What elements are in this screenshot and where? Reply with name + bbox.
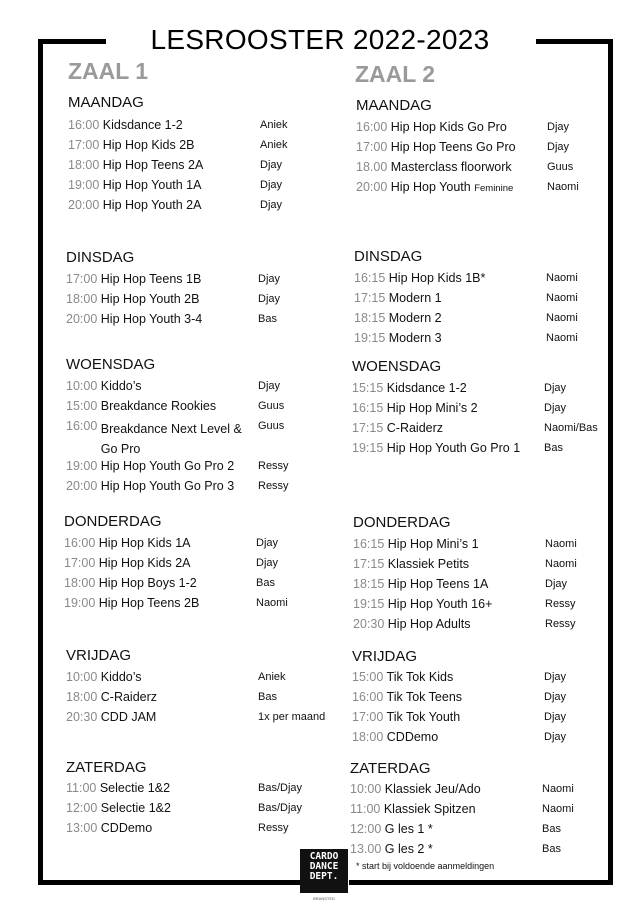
schedule-row	[64, 576, 334, 596]
class-name	[99, 536, 191, 550]
class-name	[387, 710, 461, 724]
teacher-name: Bas	[258, 313, 277, 325]
class-time: 20:00	[356, 180, 388, 194]
class-time: 12:00	[66, 801, 98, 815]
zaal-2-heading: ZAAL 2	[355, 61, 436, 87]
frame-left	[38, 39, 43, 885]
teacher-name: Naomi	[546, 272, 578, 284]
schedule-row	[352, 670, 612, 690]
class-name	[103, 158, 204, 172]
class-name-text: Hip Hop Kids 2A	[98, 556, 191, 570]
day-heading-zaterdag: ZATERDAG	[350, 760, 431, 777]
class-name-text: Hip Hop Youth 2A	[102, 198, 202, 212]
schedule-row	[66, 419, 336, 459]
class-name-text: Selectie 1&2	[99, 781, 171, 795]
teacher-name: Ressy	[258, 480, 289, 492]
class-time: 17:00	[66, 272, 98, 286]
teacher-name: Naomi	[545, 538, 577, 550]
cardo-dance-logo	[300, 849, 348, 893]
class-name	[101, 379, 142, 393]
class-time: 18:15	[353, 577, 385, 591]
teacher-name: Ressy	[545, 618, 576, 630]
class-time: 16:00	[64, 536, 96, 550]
footnote: * start bij voldoende aanmeldingen	[356, 861, 495, 871]
teacher-name: Djay	[544, 671, 567, 683]
class-time: 17:00	[64, 556, 96, 570]
schedule-row	[64, 596, 334, 616]
class-time: 18:00	[66, 292, 98, 306]
class-name	[103, 138, 195, 152]
schedule-row	[353, 597, 613, 617]
day-heading-woensdag: WOENSDAG	[66, 356, 156, 373]
class-time: 17:15	[353, 557, 385, 571]
schedule-row	[66, 801, 336, 821]
teacher-name: Ressy	[258, 822, 289, 834]
schedule-row	[356, 160, 616, 180]
class-time: 19:00	[64, 596, 96, 610]
schedule-row	[66, 821, 336, 841]
teacher-name: Djay	[544, 382, 567, 394]
class-name	[387, 670, 454, 684]
class-time: 17:00	[352, 710, 384, 724]
class-name-text: Klassiek Jeu/Ado	[384, 782, 481, 796]
class-name	[101, 399, 216, 413]
schedule-row	[352, 441, 612, 461]
schedule-row	[353, 557, 613, 577]
class-name	[99, 596, 200, 610]
teacher-name: 1x per maand	[258, 711, 326, 723]
class-name	[389, 291, 442, 305]
class-name	[101, 292, 200, 306]
class-name-text: Selectie 1&2	[100, 801, 171, 815]
class-time: 16:15	[353, 537, 385, 551]
class-time: 15:00	[66, 399, 98, 413]
class-name-text: Modern 1	[388, 291, 442, 305]
schedule-row	[66, 690, 336, 710]
class-name	[391, 120, 507, 134]
class-name	[391, 140, 516, 154]
class-time: 20:30	[66, 710, 98, 724]
teacher-name: Bas	[256, 577, 275, 589]
teacher-name: Ressy	[545, 598, 576, 610]
day-heading-vrijdag: VRIJDAG	[352, 648, 418, 665]
teacher-name: Guus	[258, 400, 285, 412]
teacher-name: Naomi	[546, 312, 578, 324]
class-name-text: Hip Hop Teens 1B	[100, 272, 202, 286]
class-name	[101, 419, 251, 459]
schedule-row	[352, 710, 612, 730]
class-time: 19:15	[353, 597, 385, 611]
teacher-name: Bas	[258, 691, 277, 703]
teacher-name: Djay	[545, 578, 568, 590]
class-name	[103, 118, 183, 132]
teacher-name: Djay	[256, 537, 279, 549]
teacher-name: Naomi	[546, 292, 578, 304]
class-name	[389, 331, 442, 345]
class-name	[387, 401, 478, 415]
teacher-name: Bas/Djay	[258, 802, 303, 814]
class-name	[101, 459, 234, 473]
class-time: 11:00	[350, 802, 381, 816]
class-name-text: Hip Hop Kids 1A	[98, 536, 191, 550]
class-name	[101, 670, 142, 684]
class-time: 18:00	[66, 690, 98, 704]
frame-bottom-right	[349, 880, 613, 885]
class-name-text: Kidsdance 1-2	[386, 381, 467, 395]
day-heading-vrijdag: VRIJDAG	[66, 647, 132, 664]
schedule-row	[66, 781, 336, 801]
teacher-name: Djay	[258, 380, 281, 392]
class-name	[387, 730, 438, 744]
class-time: 15:15	[352, 381, 384, 395]
class-name-text: G les 2 *	[384, 842, 433, 856]
class-name	[391, 160, 512, 174]
class-name	[391, 180, 514, 194]
class-name-text: Hip Hop Teens 1A	[387, 577, 489, 591]
class-name	[389, 311, 442, 325]
teacher-name: Djay	[258, 273, 281, 285]
teacher-name: Djay	[258, 293, 281, 305]
day-heading-zaterdag: ZATERDAG	[66, 759, 147, 776]
day-heading-maandag: MAANDAG	[68, 94, 144, 111]
class-name	[387, 441, 520, 455]
class-name	[389, 271, 486, 285]
class-time: 18:00	[68, 158, 100, 172]
schedule-row	[350, 842, 610, 862]
class-name	[101, 710, 157, 724]
class-time: 16:00	[66, 419, 98, 433]
schedule-row	[66, 292, 336, 312]
schedule-row	[352, 730, 612, 750]
schedule-row	[352, 690, 612, 710]
teacher-name: Naomi	[546, 332, 578, 344]
zaal-1-heading: ZAAL 1	[68, 58, 149, 84]
class-name-text: Masterclass floorwork	[390, 160, 512, 174]
class-name-text: Hip Hop Kids Go Pro	[390, 120, 507, 134]
class-name-text: Klassiek Petits	[387, 557, 470, 571]
logo-subtext: BRANSTED	[313, 896, 335, 901]
class-name	[101, 479, 234, 493]
teacher-name: Djay	[544, 711, 567, 723]
teacher-name: Bas/Djay	[258, 782, 303, 794]
class-name	[101, 690, 157, 704]
schedule-row	[352, 421, 612, 441]
teacher-name: Ressy	[258, 460, 289, 472]
class-name-text: G les 1 *	[384, 822, 433, 836]
schedule-row	[64, 536, 334, 556]
teacher-name: Djay	[260, 179, 283, 191]
class-name-text: Hip Hop Boys 1-2	[98, 576, 197, 590]
class-name	[388, 537, 479, 551]
frame-bottom-left	[38, 880, 300, 885]
day-heading-maandag: MAANDAG	[356, 97, 432, 114]
teacher-name: Bas	[542, 823, 561, 835]
class-time: 17:15	[354, 291, 386, 305]
class-time: 19:00	[68, 178, 100, 192]
class-name	[387, 381, 467, 395]
teacher-name: Naomi/Bas	[544, 422, 598, 434]
class-time: 16:00	[68, 118, 100, 132]
class-time: 18:15	[354, 311, 386, 325]
page-title: LESROOSTER 2022-2023	[150, 24, 490, 55]
class-name-text: Hip Hop Kids 2B	[102, 138, 195, 152]
class-time: 15:00	[352, 670, 384, 684]
class-name	[99, 576, 197, 590]
teacher-name: Djay	[260, 199, 283, 211]
class-name-text: Hip Hop Youth 16+	[387, 597, 493, 611]
class-time: 17:15	[352, 421, 384, 435]
class-name	[99, 556, 191, 570]
teacher-name: Aniek	[260, 139, 288, 151]
teacher-name: Djay	[260, 159, 283, 171]
class-name-text: Breakdance Next Level & Go Pro	[100, 422, 242, 456]
class-name-text: Hip Hop Youth 1A	[102, 178, 202, 192]
class-name	[388, 597, 493, 611]
class-time: 19:00	[66, 459, 98, 473]
class-name-text: Hip Hop Youth 2B	[100, 292, 200, 306]
schedule-row	[66, 459, 336, 479]
teacher-name: Guus	[547, 161, 574, 173]
class-name-text: Tik Tok Teens	[386, 690, 463, 704]
teacher-name: Djay	[547, 141, 570, 153]
class-time: 18:00	[64, 576, 96, 590]
day-heading-woensdag: WOENSDAG	[352, 358, 442, 375]
class-time: 19:15	[354, 331, 386, 345]
class-name	[387, 690, 463, 704]
class-name	[100, 781, 170, 795]
class-name	[101, 312, 202, 326]
class-name-text: Modern 3	[388, 331, 442, 345]
class-name-text: Klassiek Spitzen	[383, 802, 476, 816]
class-name-text: Hip Hop Mini’s 1	[387, 537, 479, 551]
schedule-row	[352, 381, 612, 401]
class-name-text: Hip Hop Adults	[387, 617, 471, 631]
class-name	[385, 782, 481, 796]
class-name	[103, 198, 202, 212]
class-suffix: Feminine	[474, 183, 514, 194]
day-heading-donderdag: DONDERDAG	[353, 514, 451, 531]
class-time: 16:00	[356, 120, 388, 134]
class-name-text: Hip Hop Youth 3-4	[100, 312, 203, 326]
class-name-text: Kiddo’s	[100, 670, 142, 684]
day-heading-dinsdag: DINSDAG	[354, 248, 423, 265]
schedule-row	[354, 271, 614, 291]
teacher-name: Bas	[544, 442, 563, 454]
teacher-name: Naomi	[547, 181, 579, 193]
schedule-row	[66, 479, 336, 499]
class-time: 17:00	[68, 138, 100, 152]
schedule-row	[354, 291, 614, 311]
class-name	[101, 801, 171, 815]
class-time: 16:15	[352, 401, 384, 415]
class-time: 20:00	[68, 198, 100, 212]
class-name	[103, 178, 202, 192]
logo-line-1: CARDO	[309, 851, 339, 862]
class-name-text: Hip Hop Youth Go Pro 3	[100, 479, 235, 493]
teacher-name: Djay	[547, 121, 570, 133]
schedule-row	[68, 158, 338, 178]
schedule-row	[354, 311, 614, 331]
class-time: 10:00	[350, 782, 382, 796]
class-name-text: C-Raiderz	[100, 690, 158, 704]
class-time: 20:00	[66, 479, 98, 493]
teacher-name: Djay	[256, 557, 279, 569]
class-name-text: Hip Hop Teens Go Pro	[390, 140, 516, 154]
schedule-row	[68, 178, 338, 198]
schedule-row	[66, 379, 336, 399]
class-name	[387, 421, 443, 435]
schedule-row	[64, 556, 334, 576]
logo-line-2: DANCE	[309, 861, 339, 872]
class-name-text: Hip Hop Youth	[390, 180, 471, 194]
teacher-name: Djay	[544, 691, 567, 703]
class-name-text: Tik Tok Youth	[386, 710, 461, 724]
schedule-row	[352, 401, 612, 421]
class-name-text: Hip Hop Youth Go Pro 1	[386, 441, 521, 455]
schedule-row	[353, 617, 613, 637]
schedule-row	[66, 272, 336, 292]
class-name	[101, 821, 152, 835]
schedule-row	[353, 577, 613, 597]
class-time: 10:00	[66, 379, 98, 393]
teacher-name: Djay	[544, 402, 567, 414]
teacher-name: Naomi	[545, 558, 577, 570]
schedule-row	[356, 120, 616, 140]
schedule-row	[68, 138, 338, 158]
class-time: 10:00	[66, 670, 98, 684]
teacher-name: Aniek	[258, 671, 286, 683]
teacher-name: Naomi	[542, 803, 574, 815]
class-name	[384, 802, 476, 816]
class-name	[385, 822, 433, 836]
schedule-row	[66, 399, 336, 419]
class-name-text: Hip Hop Youth Go Pro 2	[100, 459, 235, 473]
class-name-text: Kiddo’s	[100, 379, 142, 393]
teacher-name: Djay	[544, 731, 567, 743]
schedule-row	[68, 198, 338, 218]
class-time: 13.00	[350, 842, 382, 856]
class-name-text: Modern 2	[388, 311, 442, 325]
class-time: 20:30	[353, 617, 385, 631]
schedule-row	[66, 670, 336, 690]
teacher-name: Guus	[258, 420, 285, 432]
class-name-text: Hip Hop Kids 1B*	[388, 271, 486, 285]
class-name-text: Hip Hop Teens 2B	[98, 596, 200, 610]
class-name-text: Breakdance Rookies	[100, 399, 217, 413]
teacher-name: Bas	[542, 843, 561, 855]
class-time: 16:15	[354, 271, 386, 285]
schedule-row	[66, 312, 336, 332]
schedule-row	[354, 331, 614, 351]
teacher-name: Naomi	[256, 597, 288, 609]
teacher-name: Aniek	[260, 119, 288, 131]
teacher-name: Naomi	[542, 783, 574, 795]
schedule-row	[353, 537, 613, 557]
schedule-row	[356, 140, 616, 160]
class-name-text: Kidsdance 1-2	[102, 118, 183, 132]
class-name	[385, 842, 433, 856]
class-name	[388, 557, 469, 571]
class-time: 19:15	[352, 441, 384, 455]
class-name-text: Tik Tok Kids	[386, 670, 454, 684]
class-time: 20:00	[66, 312, 98, 326]
class-name-text: CDDemo	[386, 730, 439, 744]
day-heading-donderdag: DONDERDAG	[64, 513, 162, 530]
class-time: 17:00	[356, 140, 388, 154]
class-name	[388, 577, 489, 591]
class-time: 13:00	[66, 821, 98, 835]
class-name-text: Hip Hop Teens 2A	[102, 158, 204, 172]
schedule-row	[68, 118, 338, 138]
class-time: 18:00	[352, 730, 384, 744]
schedule-row	[356, 180, 616, 200]
class-time: 12:00	[350, 822, 382, 836]
class-time: 18.00	[356, 160, 388, 174]
schedule-row	[350, 782, 610, 802]
day-heading-dinsdag: DINSDAG	[66, 249, 135, 266]
logo-line-3: DEPT.	[309, 871, 339, 882]
class-name	[388, 617, 471, 631]
class-time: 11:00	[66, 781, 97, 795]
class-name-text: C-Raiderz	[386, 421, 444, 435]
class-name	[101, 272, 202, 286]
class-name-text: CDDemo	[100, 821, 153, 835]
schedule-row	[350, 822, 610, 842]
class-name-text: Hip Hop Mini’s 2	[386, 401, 478, 415]
class-name-text: CDD JAM	[100, 710, 157, 724]
schedule-row	[350, 802, 610, 822]
class-time: 16:00	[352, 690, 384, 704]
schedule-row	[66, 710, 336, 730]
